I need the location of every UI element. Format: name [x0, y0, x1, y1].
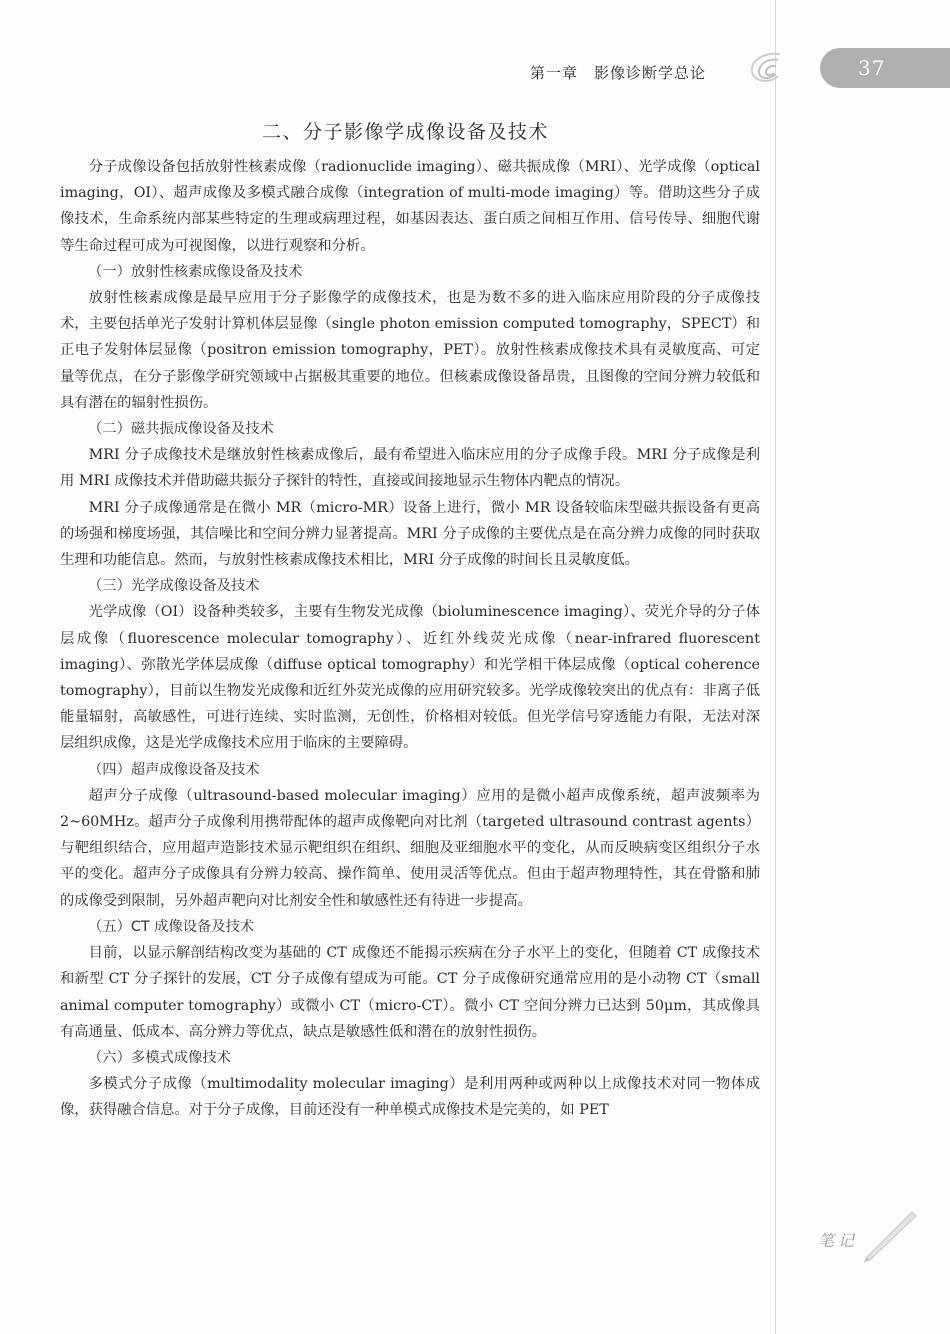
subsection-heading: （六）多模式成像技术	[88, 1049, 231, 1066]
body-content	[60, 154, 760, 1124]
margin-divider	[775, 0, 776, 1334]
running-header-chapter: 第一章 影像诊断学总论	[530, 64, 707, 82]
subsection-heading: （一）放射性核素成像设备及技术	[88, 263, 303, 280]
paragraph: 分子成像设备包括放射性核素成像（radionuclide imaging）、磁共振成像（MRI）、光学成像（optical imaging，OI）、超声成像及多模式融合成像（integration of multi-mode imaging）等。借助这些分子成像技术，生命系统内部某些特定的生理或病理过程，如基因表达、蛋白质之间相互作用、信号传导、细胞代谢等生命过程可成为可视图像，以进行观察和分析。	[60, 159, 760, 254]
swirl-ornament-icon	[744, 46, 784, 90]
section-title: 二、分子影像学成像设备及技术	[262, 121, 550, 143]
notes-label: 笔记	[818, 1231, 859, 1250]
pen-icon	[862, 1206, 922, 1262]
subsection-heading: （二）磁共振成像设备及技术	[88, 421, 274, 438]
paragraph: MRI 分子成像通常是在微小 MR（micro-MR）设备上进行，微小 MR 设备较临床型磁共振设备有更高的场强和梯度场强，其信噪比和空间分辨力显著提高。MRI 分子成像的主要优点是在高分辨力成像的同时获取生理和功能信息。然而，与放射性核素成像技术相比，MRI 分子成像的时间长且灵敏度低。	[60, 499, 760, 569]
paragraph: 光学成像（OI）设备种类较多，主要有生物发光成像（bioluminescence imaging）、荧光介导的分子体层成像（fluorescence molecular tomography）、近红外线荧光成像（near-infrared fluorescent imaging）、弥散光学体层成像（diffuse optical tomography）和光学相干体层成像（optical coherence tomography），目前以生物发光成像和近红外荧光成像的应用研究较多。光学成像较突出的优点有：非离子低能量辐射，高敏感性，可进行连续、实时监测，无创性，价格相对较低。但光学信号穿透能力有限，无法对深层组织成像，这是光学成像技术应用于临床的主要障碍。	[60, 604, 760, 752]
paragraph: 目前，以显示解剖结构改变为基础的 CT 成像还不能揭示疾病在分子水平上的变化，但随着 CT 成像技术和新型 CT 分子探针的发展，CT 分子成像有望成为可能。CT 分子成像研究通常应用的是小动物 CT（small animal computer tomography）或微小 CT（micro-CT）。微小 CT 空间分辨力已达到 50μm，其成像具有高通量、低成本、高分辨力等优点，缺点是敏感性低和潜在的放射性损伤。	[60, 945, 760, 1040]
paragraph: 多模式分子成像（multimodality molecular imaging）是利用两种或两种以上成像技术对同一物体成像，获得融合信息。对于分子成像，目前还没有一种单模式成像技术是完美的，如 PET	[60, 1076, 760, 1119]
paragraph: 放射性核素成像是最早应用于分子影像学的成像技术，也是为数不多的进入临床应用阶段的分子成像技术，主要包括单光子发射计算机体层显像（single photon emission computed tomography，SPECT）和正电子发射体层显像（positron emission tomography，PET）。放射性核素成像技术具有灵敏度高、可定量等优点，在分子影像学研究领域中占据极其重要的地位。但核素成像设备昂贵，且图像的空间分辨力较低和具有潜在的辐射性损伤。	[60, 290, 760, 411]
subsection-heading: （三）光学成像设备及技术	[88, 578, 260, 595]
subsection-heading: （四）超声成像设备及技术	[88, 761, 260, 778]
paragraph: 超声分子成像（ultrasound-based molecular imaging）应用的是微小超声成像系统，超声波频率为 2~60MHz。超声分子成像利用携带配体的超声成像靶向对比剂（targeted ultrasound contrast agents）与靶组织结合，应用超声造影技术显示靶组织在组织、细胞及亚细胞水平的变化，从而反映病变区组织分子水平的变化。超声分子成像具有分辨力较高、操作简单、使用灵活等优点。但由于超声物理特性，其在骨骼和肺的成像受到限制，另外超声靶向对比剂安全性和敏感性还有待进一步提高。	[60, 787, 760, 909]
subsection-heading: （五）CT 成像设备及技术	[88, 918, 255, 935]
paragraph: MRI 分子成像技术是继放射性核素成像后，最有希望进入临床应用的分子成像手段。MRI 分子成像是利用 MRI 成像技术并借助磁共振分子探针的特性，直接或间接地显示生物体内靶点的情况。	[60, 447, 760, 490]
page-number: 37	[858, 56, 886, 80]
